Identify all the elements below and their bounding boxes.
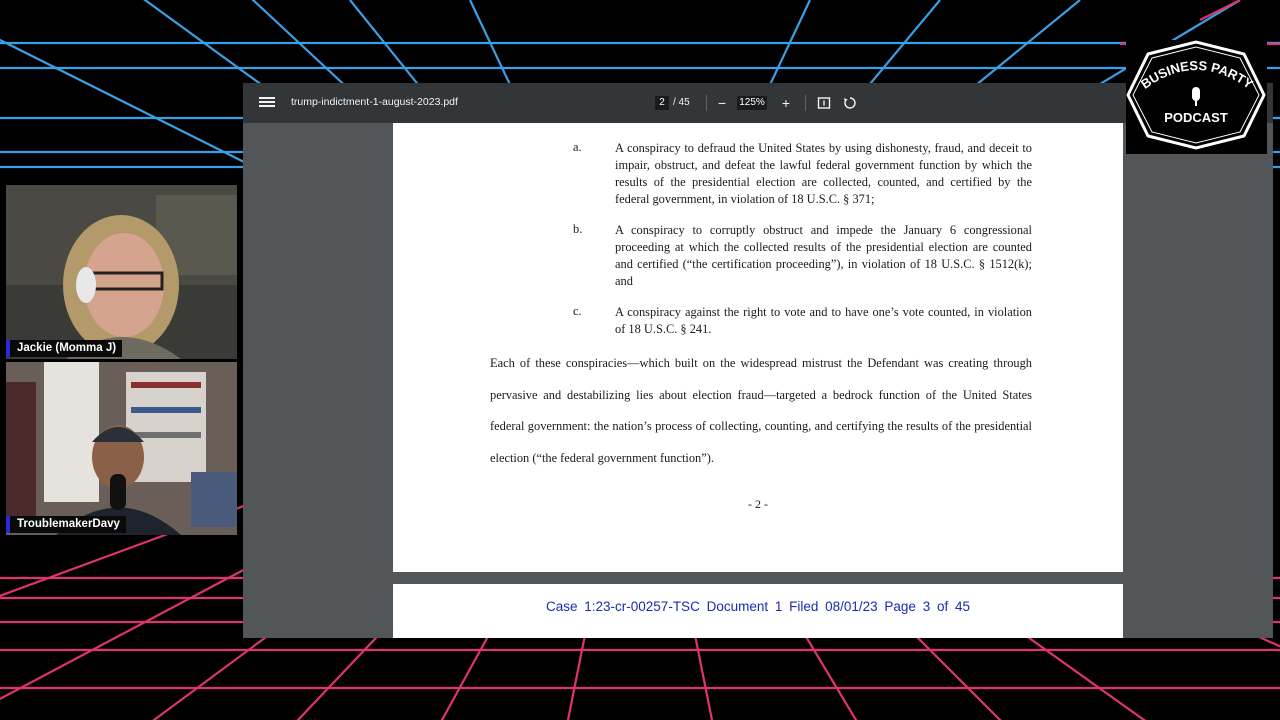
page-number-input[interactable]: 2 <box>655 96 669 110</box>
webcam-feed-jackie <box>6 185 237 359</box>
fit-page-icon[interactable] <box>814 93 834 113</box>
pdf-viewer <box>243 83 1273 638</box>
list-item: A conspiracy to defraud the United States by using dishonesty, fraud, and deceit to impair, obstruct, and defeat the lawful federal government function by which the results of the presidential election are collected, counted, and certified by the federal government, in violation of 18 U.S.C. § 371; <box>615 141 1032 206</box>
item-letter: a. <box>573 140 582 154</box>
toolbar-divider <box>706 95 707 111</box>
zoom-level-input[interactable]: 125% <box>737 96 767 110</box>
item-letter: b. <box>573 222 583 236</box>
pdf-page-2 <box>393 123 1123 572</box>
case-header: Case 1:23-cr-00257-TSC Document 1 Filed 08/01/23 Page 3 of 45 <box>546 599 970 614</box>
pdf-page-3 <box>393 584 1123 638</box>
webcam-image <box>6 185 237 359</box>
menu-icon[interactable] <box>259 95 275 111</box>
logo-line2: PODCAST <box>1164 110 1228 125</box>
webcam-image <box>6 362 237 535</box>
minus-icon[interactable]: − <box>717 95 727 111</box>
logo-line1: BUSINESS PARTY <box>1137 57 1256 92</box>
participant-name-label: Jackie (Momma J) <box>6 340 122 357</box>
plus-icon[interactable]: + <box>781 95 791 111</box>
podcast-logo <box>1126 40 1267 154</box>
pdf-filename: trump-indictment-1-august-2023.pdf <box>291 96 458 108</box>
list-item: A conspiracy against the right to vote and to have one’s vote counted, in violation of 18 U.S.C. § 241. <box>615 305 1032 336</box>
participant-name-label: TroublemakerDavy <box>6 516 126 533</box>
item-letter: c. <box>573 304 582 318</box>
toolbar-divider <box>805 95 806 111</box>
list-item: A conspiracy to corruptly obstruct and impede the January 6 congressional proceeding at which the collected results of the presidential election are counted and certified (“the certification proceeding”), in violation of 18 U.S.C. § 1512(k); and <box>615 223 1032 288</box>
body-paragraph: Each of these conspiracies—which built on the widespread mistrust the Defendant was creating through pervasive and destabilizing lies about election fraud—targeted a bedrock function of the United States federal government: the nation’s process of collecting, counting, and certifying the results of the presidential election (“the federal government function”). <box>490 356 1032 466</box>
webcam-feed-davy <box>6 362 237 535</box>
page-footer-number: - 2 - <box>748 497 768 511</box>
rotate-icon[interactable] <box>840 93 860 113</box>
pdf-toolbar <box>243 83 1273 123</box>
page-total: / 45 <box>673 97 690 108</box>
